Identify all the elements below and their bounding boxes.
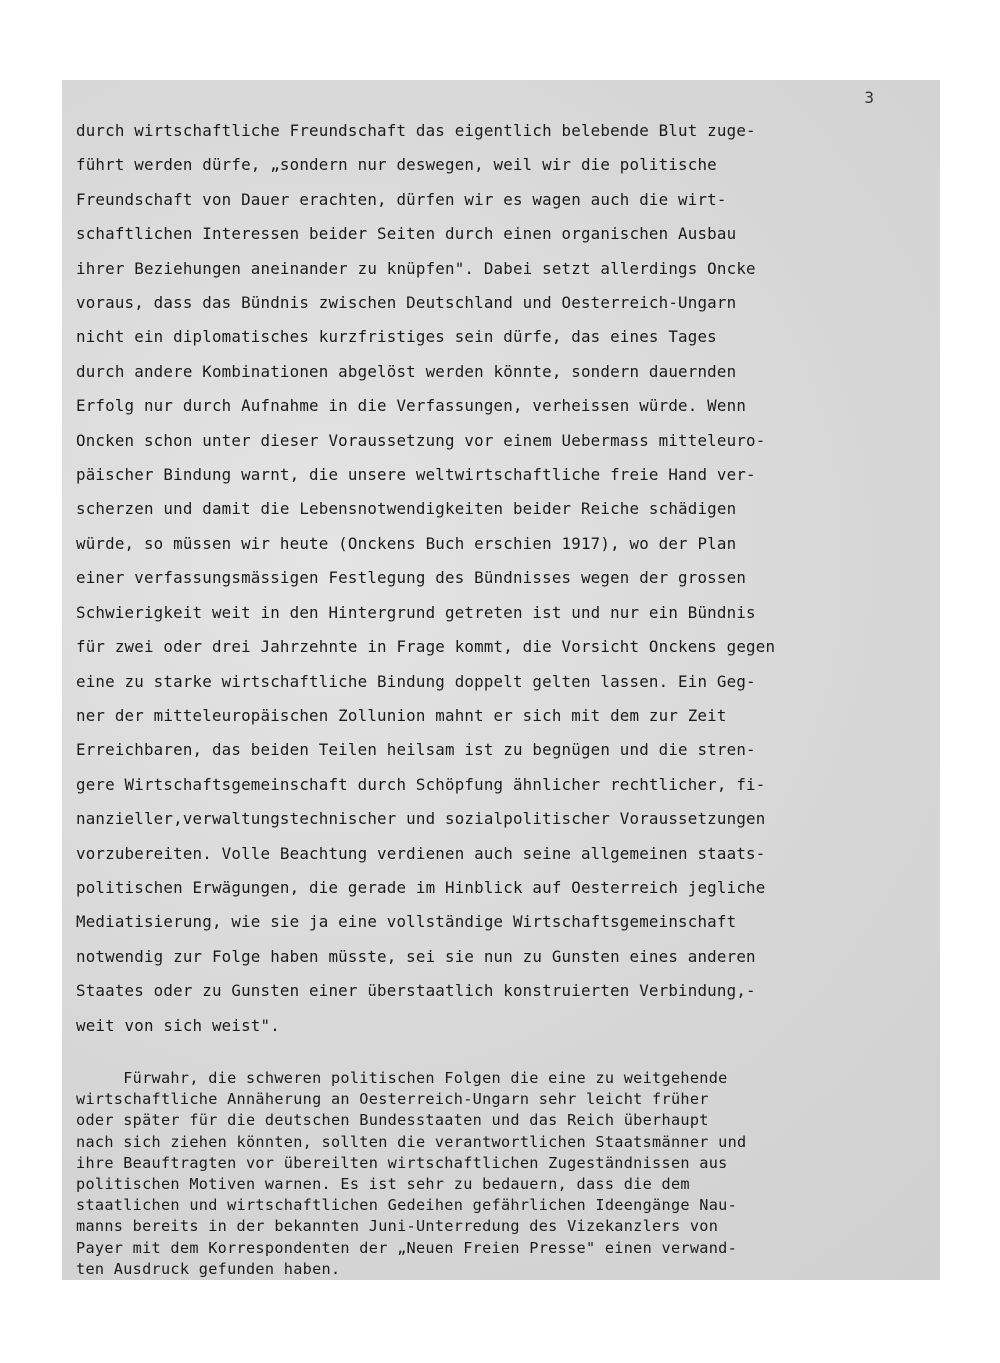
paragraph-2 — [76, 1068, 747, 1280]
text-line: Erfolg nur durch Aufnahme in die Verfassungen, verheissen würde. Wenn — [76, 396, 747, 416]
text-line: ihrer Beziehungen aneinander zu knüpfen". Dabei setzt allerdings Oncke — [76, 258, 756, 278]
text-line: politischen Motiven warnen. Es ist sehr zu bedauern, dass die dem — [76, 1175, 690, 1194]
text-line: führt werden dürfe, „sondern nur deswegen, weil wir die politische — [76, 155, 717, 175]
text-line: gere Wirtschaftsgemeinschaft durch Schöpfung ähnlicher rechtlicher, fi- — [76, 774, 766, 794]
text-line: durch wirtschaftliche Freundschaft das eigentlich belebende Blut zuge- — [76, 121, 756, 140]
text-line: ten Ausdruck gefunden haben. — [76, 1259, 341, 1278]
page-number: 3 — [864, 88, 874, 107]
text-line: päischer Bindung warnt, die unsere weltwirtschaftliche freie Hand ver- — [76, 465, 756, 485]
text-line: vorzubereiten. Volle Beachtung verdienen auch seine allgemeinen staats- — [76, 843, 766, 863]
document-page — [62, 80, 940, 1280]
text-line: Fürwahr, die schweren politischen Folgen die eine zu weitgehende — [76, 1069, 728, 1087]
text-line: Mediatisierung, wie sie ja eine vollständige Wirtschaftsgemeinschaft — [76, 912, 737, 932]
text-line: notwendig zur Folge haben müsste, sei sie nun zu Gunsten eines anderen — [76, 946, 756, 966]
text-line: scherzen und damit die Lebensnotwendigkeiten beider Reiche schädigen — [76, 499, 737, 519]
paragraph-1 — [76, 114, 775, 1043]
text-line: einer verfassungsmässigen Festlegung des Bündnisses wegen der grossen — [76, 568, 747, 588]
text-line: oder später für die deutschen Bundesstaaten und das Reich überhaupt — [76, 1111, 709, 1130]
text-line: für zwei oder drei Jahrzehnte in Frage kommt, die Vorsicht Onckens gegen — [76, 637, 776, 657]
text-line: schaftlichen Interessen beider Seiten durch einen organischen Ausbau — [76, 224, 737, 244]
text-line: manns bereits in der bekannten Juni-Unterredung des Vizekanzlers von — [76, 1217, 719, 1236]
text-line: würde, so müssen wir heute (Onckens Buch erschien 1917), wo der Plan — [76, 533, 737, 553]
text-line: Oncken schon unter dieser Voraussetzung vor einem Uebermass mitteleuro- — [76, 430, 766, 450]
text-line: Freundschaft von Dauer erachten, dürfen wir es wagen auch die wirt- — [76, 189, 727, 209]
text-line: nicht ein diplomatisches kurzfristiges sein dürfe, das eines Tages — [76, 327, 717, 347]
text-line: durch andere Kombinationen abgelöst werden könnte, sondern dauernden — [76, 361, 737, 381]
text-line: politischen Erwägungen, die gerade im Hinblick auf Oesterreich jegliche — [76, 877, 766, 897]
text-line: nach sich ziehen könnten, sollten die verantwortlichen Staatsmänner und — [76, 1132, 747, 1151]
text-line: ihre Beauftragten vor übereilten wirtschaftlichen Zugeständnissen aus — [76, 1153, 728, 1172]
text-line: voraus, dass das Bündnis zwischen Deutschland und Oesterreich-Ungarn — [76, 293, 737, 313]
text-line: wirtschaftliche Annäherung an Oesterreich-Ungarn sehr leicht früher — [76, 1090, 709, 1109]
text-line: Schwierigkeit weit in den Hintergrund getreten ist und nur ein Bündnis — [76, 602, 756, 622]
text-line: eine zu starke wirtschaftliche Bindung doppelt gelten lassen. Ein Geg- — [76, 671, 756, 691]
text-line: ner der mitteleuropäischen Zollunion mahnt er sich mit dem zur Zeit — [76, 705, 727, 725]
text-line: Payer mit dem Korrespondenten der „Neuen Freien Presse" einen verwand- — [76, 1238, 738, 1257]
text-line: Staates oder zu Gunsten einer überstaatlich konstruierten Verbindung,- — [76, 981, 756, 1001]
text-line: weit von sich weist". — [76, 1015, 280, 1035]
text-line: nanzieller,verwaltungstechnischer und sozialpolitischer Voraussetzungen — [76, 809, 766, 829]
text-line: staatlichen und wirtschaftlichen Gedeihen gefährlichen Ideengänge Nau- — [76, 1196, 738, 1215]
text-line: Erreichbaren, das beiden Teilen heilsam ist zu begnügen und die stren- — [76, 740, 756, 760]
